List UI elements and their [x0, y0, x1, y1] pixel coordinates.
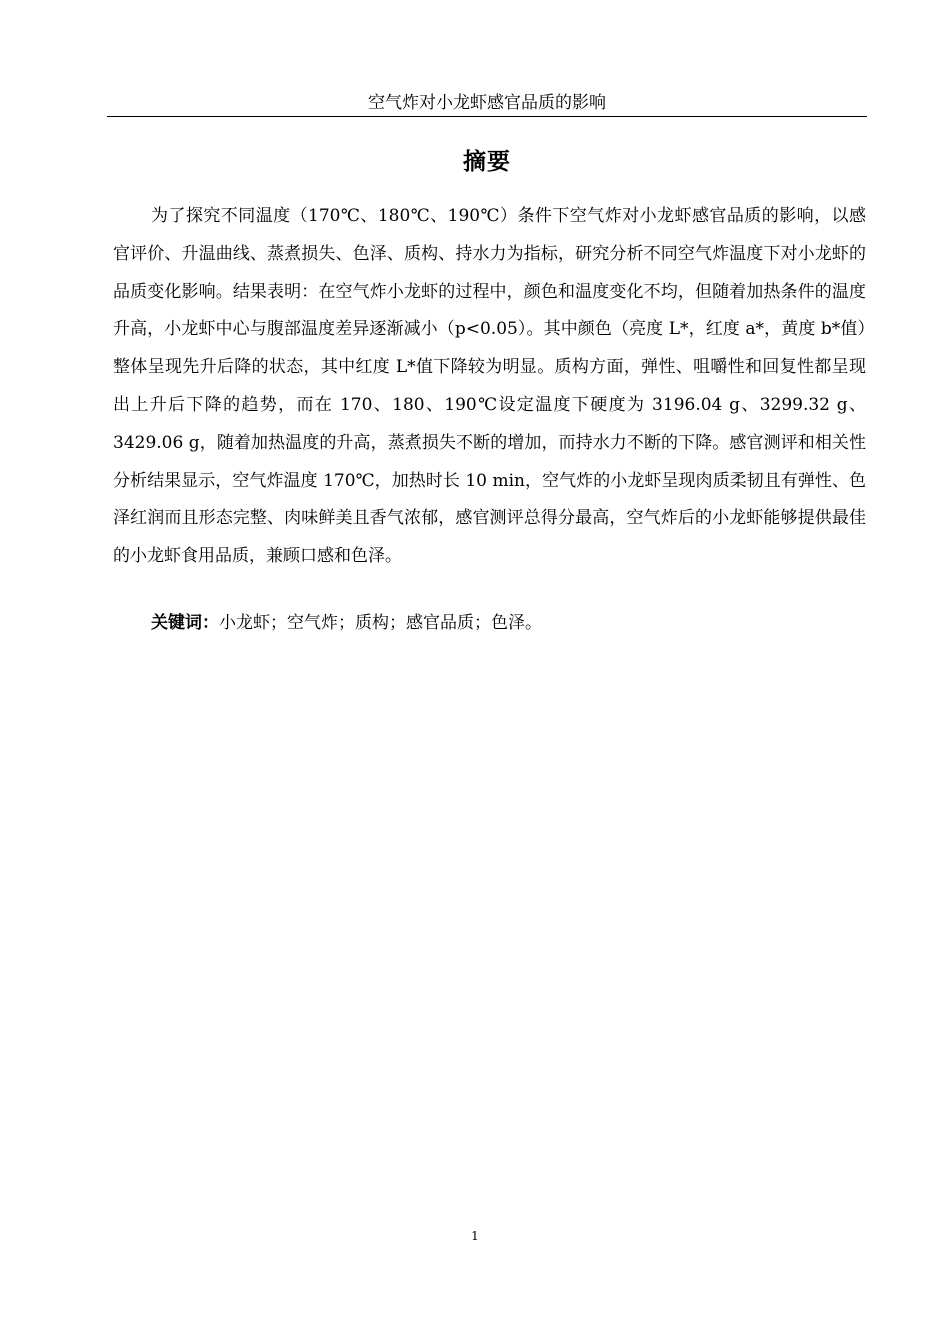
abstract-body: 为了探究不同温度（170℃、180℃、190℃）条件下空气炸对小龙虾感官品质的影响，以感官评价、升温曲线、蒸煮损失、色泽、质构、持水力为指标，研究分析不同空气炸温度下对小龙虾的品质变化影响。结果表明：在空气炸小龙虾的过程中，颜色和温度变化不均，但随着加热条件的温度升高，小龙虾中心与腹部温度差异逐渐减小（p<0.05）。其中颜色（亮度 L*，红度 a*，黄度 b*值）整体呈现先升后降的状态，其中红度 L*值下降较为明显。质构方面，弹性、咀嚼性和回复性都呈现出上升后下降的趋势，而在 170、180、190℃设定温度下硬度为 3196.04 g、3299.32 g、3429.06 g，随着加热温度的升高，蒸煮损失不断的增加，而持水力不断的下降。感官测评和相关性分析结果显示，空气炸温度 170℃，加热时长 10 min，空气炸的小龙虾呈现肉质柔韧且有弹性、色泽红润而且形态完整、肉味鲜美且香气浓郁，感官测评总得分最高，空气炸后的小龙虾能够提供最佳的小龙虾食用品质，兼顾口感和色泽。 [113, 206, 866, 567]
abstract-title: 摘要 [463, 149, 511, 175]
keywords-label: 关键词： [151, 613, 219, 633]
running-header: 空气炸对小龙虾感官品质的影响 [107, 90, 867, 117]
keywords-text: 小龙虾；空气炸；质构；感官品质；色泽。 [219, 613, 542, 633]
page-number: 1 [471, 1229, 479, 1243]
keywords-line [113, 605, 866, 643]
